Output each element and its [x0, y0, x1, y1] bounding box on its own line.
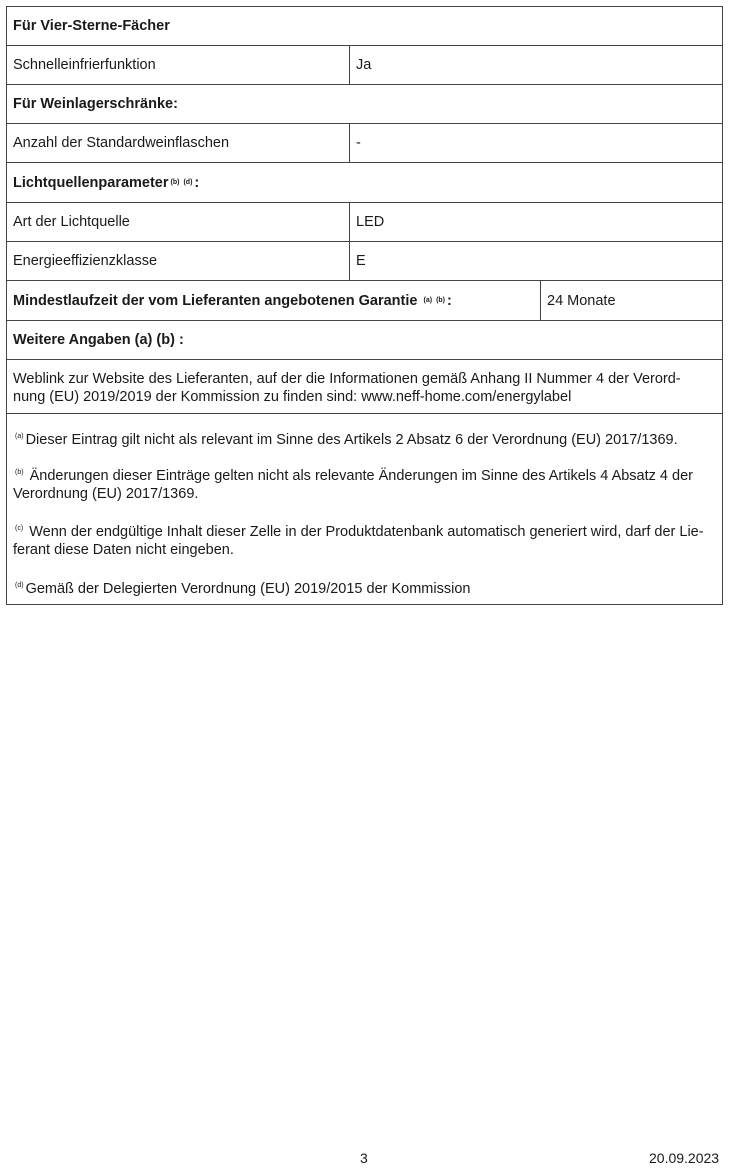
- value: Ja: [349, 46, 722, 84]
- sup: (a): [423, 297, 433, 304]
- value: -: [349, 124, 722, 162]
- date: 20.09.2023: [649, 1150, 720, 1166]
- label: Schnelleinfrierfunktion: [13, 57, 156, 73]
- mark: (c): [15, 525, 24, 532]
- suffix: :: [194, 174, 200, 191]
- line: Weblink zur Website des Lieferanten, auf der die Informationen gemäß Anhang II Nummer 4 der Verord-: [13, 371, 681, 387]
- page-number: 3: [360, 1150, 368, 1166]
- sup: (b): [170, 179, 180, 186]
- line: nung (EU) 2019/2019 der Kommission zu finden sind: www.neff-home.com/energylabel: [13, 389, 572, 405]
- product-data-table: [6, 6, 723, 605]
- line: Gemäß der Delegierten Verordnung (EU) 2019/2015 der Kommission: [25, 581, 471, 597]
- footnote-c: [13, 520, 714, 559]
- line: Wenn der endgültige Inhalt dieser Zelle in der Produktdatenbank automatisch generiert wird, darf der Lie-: [25, 524, 704, 540]
- row-warranty: [7, 281, 722, 321]
- row-further: [7, 321, 722, 360]
- mark: (d): [15, 582, 24, 589]
- sup: (d): [183, 179, 193, 186]
- suffix: :: [447, 292, 452, 309]
- row-weblink: [7, 360, 722, 414]
- value: LED: [349, 203, 722, 241]
- row-light: [7, 163, 722, 203]
- label-text: Lichtquellenparameter: [13, 174, 169, 191]
- row-light-type: [7, 203, 722, 242]
- row-wine: [7, 85, 722, 124]
- line: Änderungen dieser Einträge gelten nicht als relevante Änderungen im Sinne des Artikels 4 Absatz 4 der: [25, 468, 693, 484]
- label-text: Mindestlaufzeit der vom Lieferanten angebotenen Garantie: [13, 292, 418, 309]
- mark: (b): [15, 469, 24, 476]
- row-bottles: [7, 124, 722, 163]
- label: Weitere Angaben (a) (b) :: [13, 332, 184, 348]
- sup: (b): [436, 297, 446, 304]
- label: Art der Lichtquelle: [13, 214, 130, 230]
- line: Dieser Eintrag gilt nicht als relevant im Sinne des Artikels 2 Absatz 6 der Verordnung (EU) 2017/1369.: [25, 432, 678, 448]
- label: [7, 281, 452, 320]
- label: Anzahl der Standardweinflaschen: [13, 135, 230, 151]
- row-four-star: [7, 7, 722, 46]
- row-energy-class: [7, 242, 722, 281]
- line: Verordnung (EU) 2017/1369.: [13, 486, 199, 502]
- footnote-a: [13, 428, 714, 449]
- label: Für Vier-Sterne-Fächer: [13, 18, 170, 34]
- label: [7, 163, 199, 202]
- label: Energieeffizienzklasse: [13, 253, 158, 269]
- weblink-text: [13, 370, 714, 406]
- mark: (a): [15, 433, 24, 440]
- label: Für Weinlagerschränke:: [13, 96, 178, 112]
- footnote-d: [13, 577, 714, 598]
- footnote-b: [13, 464, 714, 503]
- line: ferant diese Daten nicht eingeben.: [13, 542, 234, 558]
- value: 24 Monate: [540, 281, 722, 320]
- value: E: [349, 242, 722, 280]
- row-quick-freeze: [7, 46, 722, 85]
